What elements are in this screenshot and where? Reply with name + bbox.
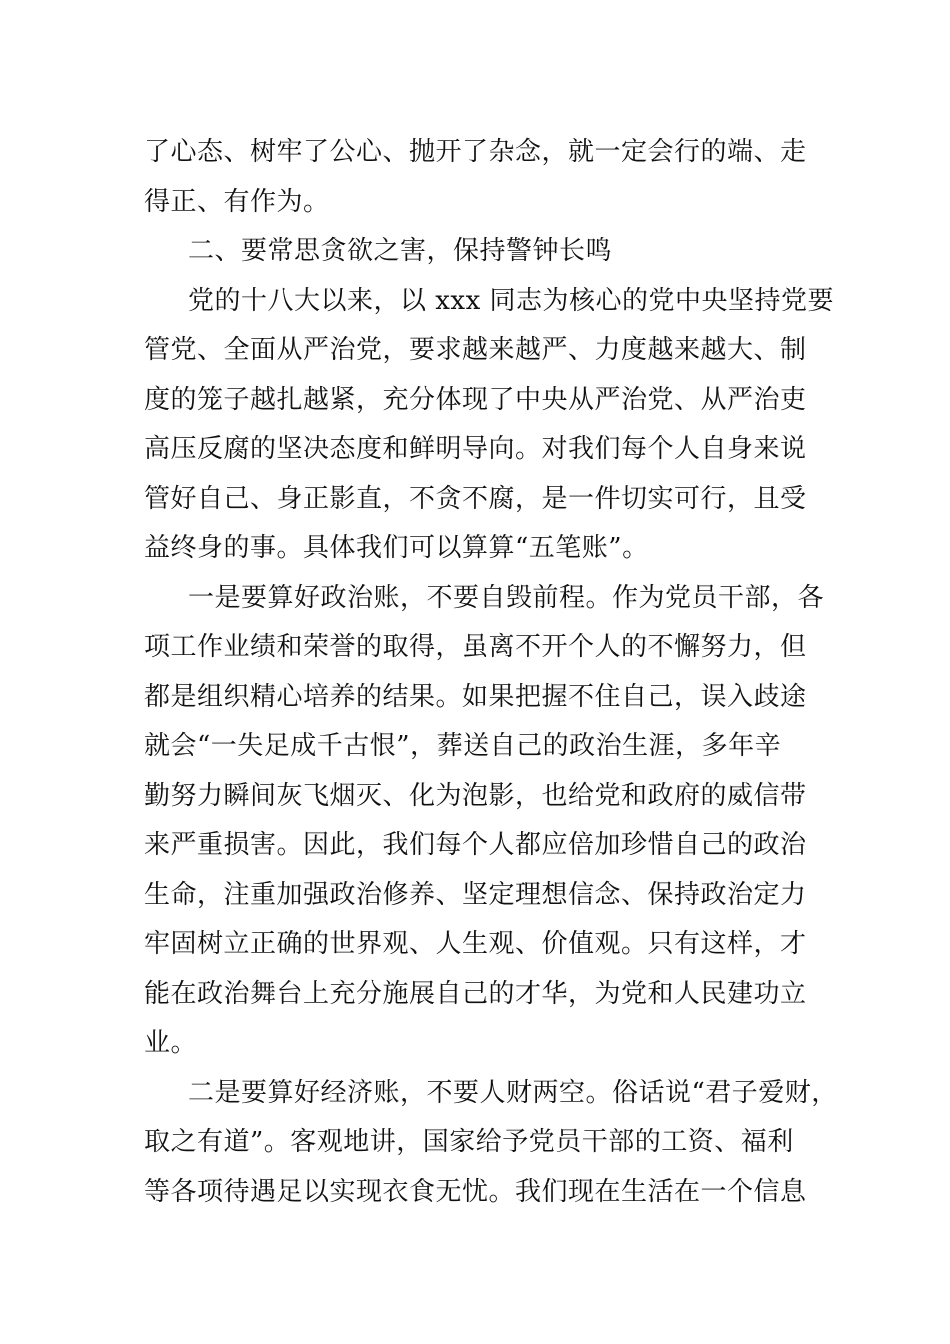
text-line: 生命，注重加强政治修养、坚定理想信念、保持政治定力	[144, 879, 807, 910]
document-body	[144, 128, 838, 1217]
text-line: 管党、全面从严治党，要求越来越严、力度越来越大、制	[144, 335, 807, 365]
text-line: 一是要算好政治账，不要自毁前程。作为党员干部，各	[188, 582, 825, 613]
text-line: 等各项待遇足以实现衣食无忧。我们现在生活在一个信息	[144, 1176, 807, 1207]
text-line: 二是要算好经济账，不要人财两空。俗话说“君子爱财，	[188, 1077, 838, 1108]
text-line: 得正、有作为。	[144, 186, 330, 217]
text-line: 管好自己、身正影直，不贪不腐，是一件切实可行，且受	[144, 483, 807, 514]
text-line: 能在政治舞台上充分施展自己的才华，为党和人民建功立	[144, 978, 807, 1009]
text-line: 项工作业绩和荣誉的取得，虽离不开个人的不懈努力，但	[144, 632, 807, 662]
text-line: 取之有道”。客观地讲，国家给予党员干部的工资、福利	[144, 1127, 794, 1157]
text-line: 益终身的事。具体我们可以算算“五笔账”。	[144, 533, 649, 563]
section-heading: 二、要常思贪欲之害，保持警钟长鸣	[188, 236, 613, 266]
text-line: 了心态、树牢了公心、抛开了杂念，就一定会行的端、走	[144, 137, 807, 167]
text-line: 勤努力瞬间灰飞烟灭、化为泡影，也给党和政府的威信带	[144, 780, 807, 811]
text-line: 都是组织精心培养的结果。如果把握不住自己，误入歧途	[144, 681, 807, 712]
text-line: 度的笼子越扎越紧，充分体现了中央从严治党、从严治吏	[144, 384, 807, 415]
text-line: 高压反腐的坚决态度和鲜明导向。对我们每个人自身来说	[144, 434, 807, 464]
text-line: 来严重损害。因此，我们每个人都应倍加珍惜自己的政治	[144, 830, 807, 860]
text-line: 党的十八大以来，以 xxx 同志为核心的党中央坚持党要	[188, 285, 835, 316]
text-line: 业。	[144, 1028, 198, 1058]
text-line: 牢固树立正确的世界观、人生观、价值观。只有这样，才	[144, 929, 807, 959]
text-line: 就会“一失足成千古恨”，葬送自己的政治生涯，多年辛	[144, 731, 782, 761]
